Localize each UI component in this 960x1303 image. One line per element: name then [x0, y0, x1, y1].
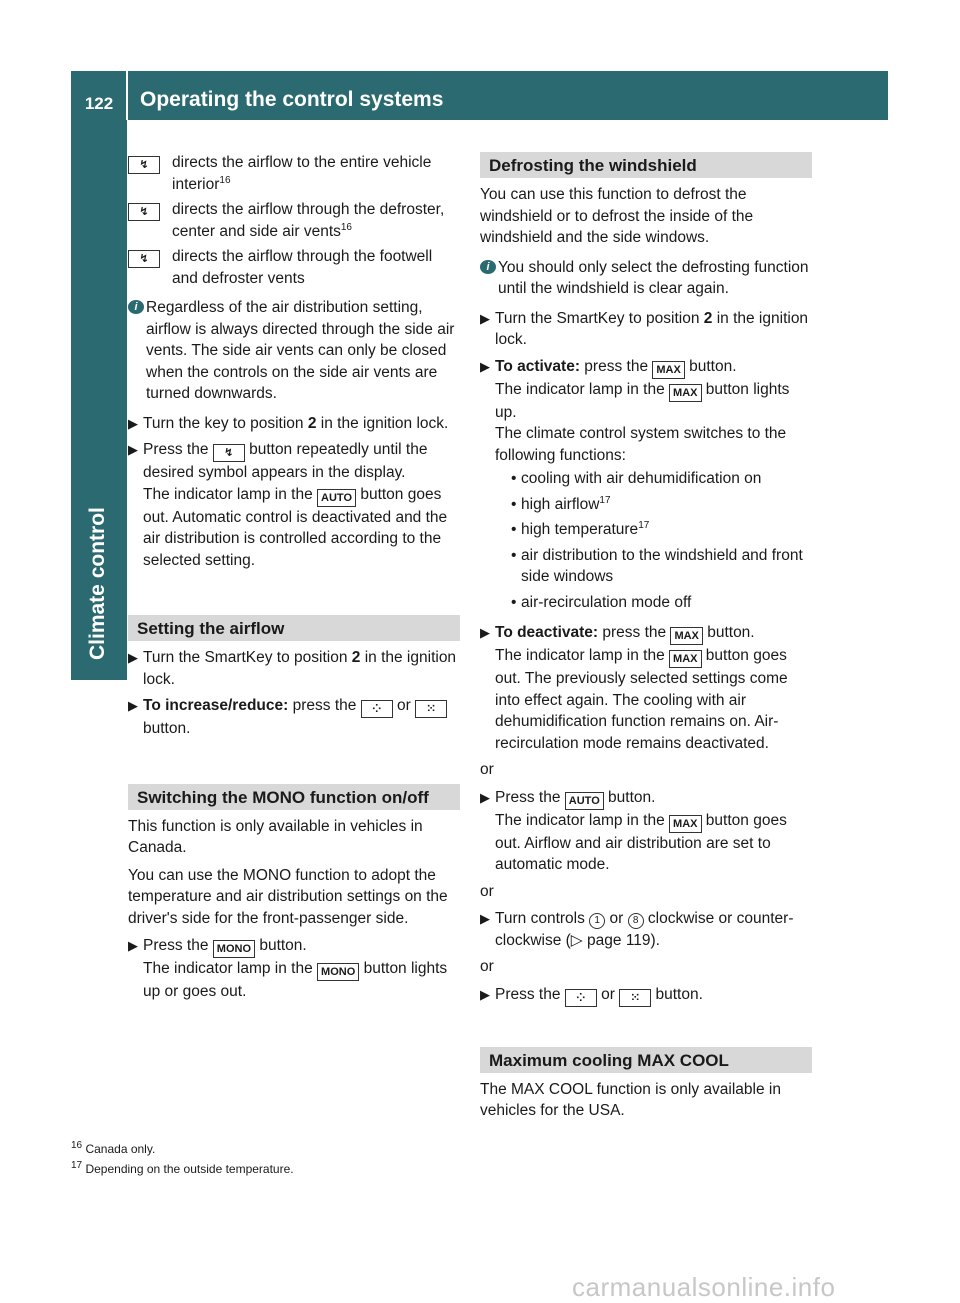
- airflow-row-interior: ↯ directs the airflow to the entire vehicle interior$^{16}$: [128, 152, 460, 195]
- step-arrow-icon: ▶: [480, 911, 490, 926]
- instruction-step: ▶ To activate: press the MAX button. The indicator lamp in the MAX button lights up. The climate control system switches to the following functions: • cooling with air dehumidification on • high airflow$^{17}$ • high temperature$^{17}$ • air distribution to the windshield and front side windows • air-recirculation mode off: [480, 356, 812, 618]
- instruction-step: ▶ Press the AUTO button. The indicator lamp in the MAX button goes out. Airflow and air distribution are set to automatic mode.: [480, 787, 812, 876]
- or-separator: or: [480, 761, 494, 778]
- instruction-step: ▶ Turn the SmartKey to position 2 in the ignition lock.: [480, 308, 812, 351]
- info-icon: i: [128, 300, 144, 314]
- instruction-step: ▶ Press the ↯ button repeatedly until the desired symbol appears in the display. The indicator lamp in the AUTO button goes out. Automatic control is deactivated and the air distribution is controlled according to the selected setting.: [128, 439, 460, 571]
- instruction-step: ▶ Turn the SmartKey to position 2 in the ignition lock.: [128, 647, 460, 690]
- airflow-row-footwell: ↯ directs the airflow through the footwell and defroster vents: [128, 246, 460, 289]
- header-separator: [126, 71, 128, 120]
- step-arrow-icon: ▶: [128, 415, 138, 431]
- section-heading-mono: Switching the MONO function on/off: [128, 784, 460, 810]
- control-number-1-icon: 1: [589, 913, 605, 929]
- step-arrow-icon: ▶: [480, 986, 490, 1002]
- fan-decrease-icon: ⁙: [619, 989, 651, 1007]
- instruction-step: ▶ Press the ⁘ or ⁙ button.: [480, 984, 812, 1007]
- page-title: Operating the control systems: [140, 88, 444, 111]
- info-icon: i: [480, 260, 496, 274]
- step-arrow-icon: ▶: [128, 442, 138, 457]
- list-item: • high airflow$^{17}$: [511, 494, 611, 513]
- airflow-defroster-center-icon: ↯: [128, 203, 160, 221]
- or-separator: or: [480, 882, 494, 900]
- section-heading-maxcool: Maximum cooling MAX COOL: [480, 1047, 812, 1073]
- paragraph: You can use the MONO function to adopt the temperature and air distribution settings on the driver's side for the front-passenger side.: [128, 866, 448, 927]
- footnote: $^{16}$ Canada only.: [71, 1140, 156, 1156]
- instruction-step: ▶ Press the MONO button. The indicator lamp in the MONO button lights up or goes out.: [128, 935, 460, 1003]
- airflow-interior-icon: ↯: [128, 156, 160, 174]
- step-arrow-icon: ▶: [480, 789, 490, 805]
- airflow-row-defroster-center: ↯ directs the airflow through the defroster, center and side air vents$^{16}$: [128, 199, 460, 242]
- or-separator: or: [480, 958, 494, 975]
- instruction-step: ▶ To deactivate: press the MAX button. The indicator lamp in the MAX button goes out. The previously selected settings come into effect again. The cooling with air dehumidification function remains on. Air-recirculation mode remains deactivated.: [480, 622, 812, 754]
- section-heading-airflow: Setting the airflow: [128, 615, 460, 641]
- footnotes: [71, 1139, 471, 1179]
- paragraph: The MAX COOL function is only available in vehicles for the USA.: [480, 1080, 781, 1119]
- auto-button-icon: AUTO: [317, 489, 356, 507]
- list-item: • cooling with air dehumidification on: [511, 470, 762, 487]
- list-item: • high temperature$^{17}$: [511, 519, 650, 538]
- step-arrow-icon: ▶: [480, 310, 490, 326]
- defrost-max-button-icon: MAX: [669, 650, 701, 668]
- footnote: $^{17}$ Depending on the outside temperature.: [71, 1160, 294, 1176]
- fan-decrease-icon: ⁙: [415, 700, 447, 718]
- control-number-8-icon: 8: [628, 913, 644, 929]
- step-arrow-icon: ▶: [480, 625, 490, 640]
- instruction-step: ▶ To increase/reduce: press the ⁘ or ⁙ button.: [128, 695, 460, 740]
- page-reference-icon: ▷: [570, 931, 583, 949]
- section-heading-defrost: Defrosting the windshield: [480, 152, 812, 178]
- step-arrow-icon: ▶: [128, 938, 138, 953]
- paragraph: You can use this function to defrost the windshield or to defrost the inside of the windshield and the side windows.: [480, 186, 754, 246]
- airflow-distribution-icon: ↯: [213, 444, 245, 462]
- paragraph: This function is only available in vehicles in Canada.: [128, 817, 423, 856]
- defrost-max-button-icon: MAX: [669, 384, 701, 402]
- step-arrow-icon: ▶: [480, 358, 490, 374]
- list-item: • air-recirculation mode off: [511, 593, 692, 611]
- step-arrow-icon: ▶: [128, 698, 138, 713]
- mono-button-icon: MONO: [317, 963, 359, 981]
- step-arrow-icon: ▶: [128, 650, 138, 665]
- fan-increase-icon: ⁘: [565, 989, 597, 1007]
- instruction-step: ▶ Turn controls 1 or 8 clockwise or counter-clockwise (▷ page 119).: [480, 908, 812, 951]
- list-item: • air distribution to the windshield and front side windows: [511, 546, 803, 585]
- info-note: i You should only select the defrosting function until the windshield is clear again.: [480, 257, 812, 300]
- watermark: carmanualsonline.info: [572, 1272, 836, 1302]
- defrost-max-button-icon: MAX: [670, 627, 702, 645]
- page-number: 122: [84, 94, 114, 113]
- fan-increase-icon: ⁘: [361, 700, 393, 718]
- function-list: [511, 468, 812, 613]
- left-column: [128, 152, 460, 1008]
- mono-button-icon: MONO: [213, 940, 255, 958]
- instruction-step: ▶ Turn the key to position 2 in the ignition lock.: [128, 413, 460, 435]
- section-sidebar-label: Climate control: [86, 507, 109, 660]
- auto-button-icon: AUTO: [565, 792, 604, 810]
- right-column: [480, 152, 812, 1128]
- defrost-max-button-icon: MAX: [652, 361, 684, 379]
- info-note: i Regardless of the air distribution setting, airflow is always directed through the side air vents. The side air vents can only be closed when the controls on the side air vents are turned downwards.: [128, 297, 460, 405]
- airflow-footwell-icon: ↯: [128, 250, 160, 268]
- defrost-max-button-icon: MAX: [669, 815, 701, 833]
